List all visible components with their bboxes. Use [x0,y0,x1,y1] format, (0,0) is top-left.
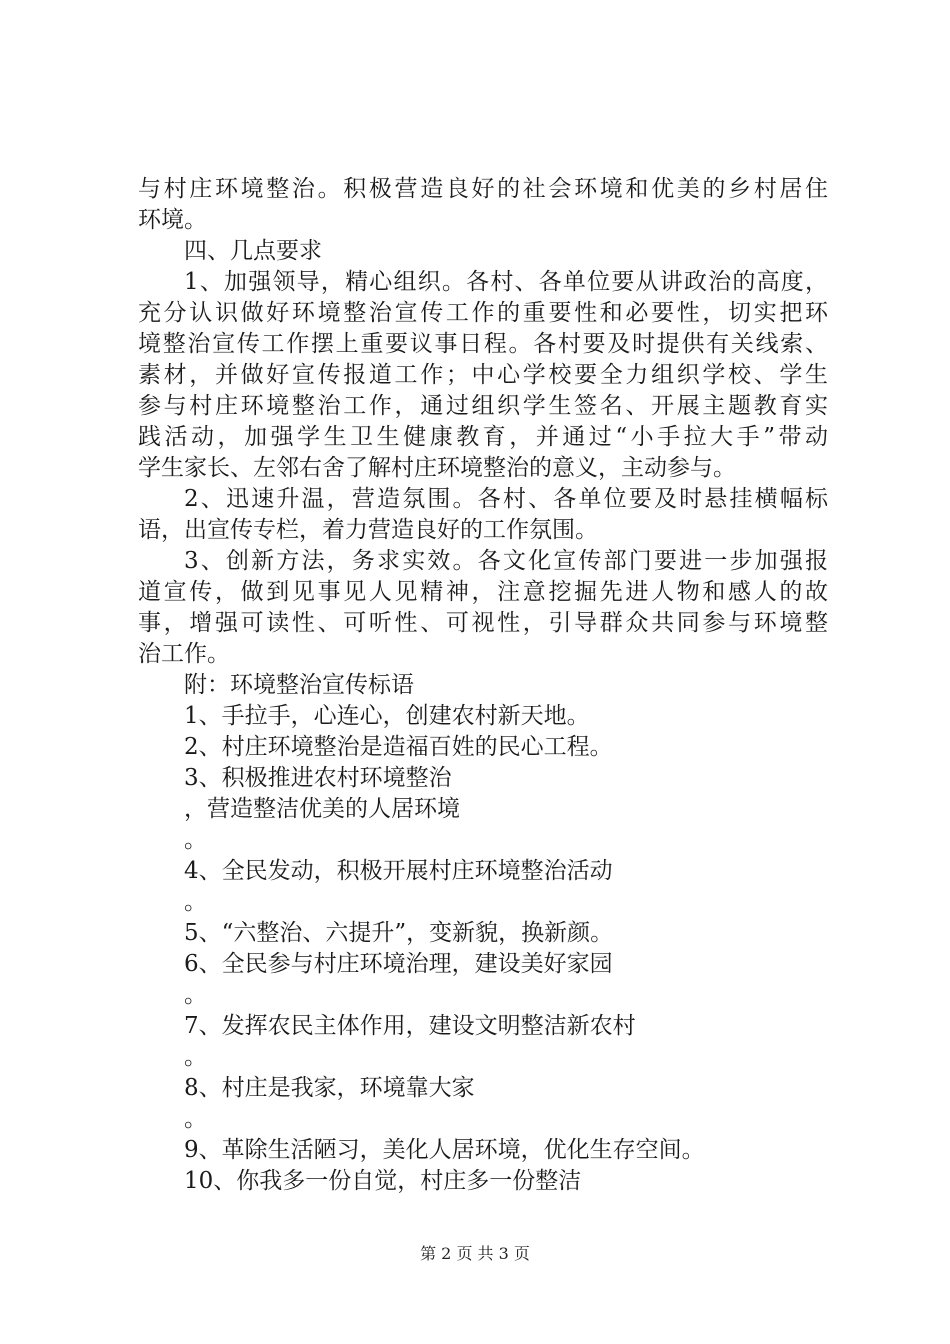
slogan-item: ，营造整洁优美的人居环境 [184,796,460,822]
section-heading: 四、几点要求 [184,238,322,264]
slogan-item: 3、积极推进农村环境整治 [184,765,452,791]
slogan-item: 7、发挥农民主体作用，建设文明整洁新农村 [184,1013,636,1039]
slogan-item: 。 [184,889,207,915]
slogan-item: 6、全民参与村庄环境治理，建设美好家园 [184,951,613,977]
slogan-item: 5、“六整治、六提升”，变新貌，换新颜。 [184,920,614,946]
slogan-item: 。 [184,1106,207,1132]
text-line: 践活动，加强学生卫生健康教育，并通过“小手拉大手”带动 [138,424,828,450]
text-line: 事，增强可读性、可听性、可视性，引导群众共同参与环境整 [138,610,828,636]
slogan-item: 2、村庄环境整治是造福百姓的民心工程。 [184,734,613,760]
slogan-item: 。 [184,1044,207,1070]
slogan-item: 。 [184,982,207,1008]
appendix-heading: 附：环境整治宣传标语 [184,672,414,698]
text-line: 学生家长、左邻右舍了解村庄环境整治的意义，主动参与。 [138,455,736,481]
document-body [138,174,828,1197]
text-line: 参与村庄环境整治工作，通过组织学生签名、开展主题教育实 [138,393,828,419]
text-line: 1、加强领导，精心组织。各村、各单位要从讲政治的高度， [184,269,828,295]
text-line: 充分认识做好环境整治宣传工作的重要性和必要性，切实把环 [138,300,828,326]
text-line: 2、迅速升温，营造氛围。各村、各单位要及时悬挂横幅标 [184,486,828,512]
slogan-item: 4、全民发动，积极开展村庄环境整治活动 [184,858,613,884]
text-line: 与村庄环境整治。积极营造良好的社会环境和优美的乡村居住 [138,176,828,202]
page-footer: 第 2 页 共 3 页 [420,1244,530,1263]
text-line: 3、创新方法，务求实效。各文化宣传部门要进一步加强报 [184,548,828,574]
text-line: 境整治宣传工作摆上重要议事日程。各村要及时提供有关线索、 [138,331,828,357]
slogan-item: 10、你我多一份自觉，村庄多一份整洁 [184,1168,582,1194]
text-line: 道宣传，做到见事见人见精神，注意挖掘先进人物和感人的故 [138,579,828,605]
slogan-item: 9、革除生活陋习，美化人居环境，优化生存空间。 [184,1137,705,1163]
text-line: 语，出宣传专栏，着力营造良好的工作氛围。 [138,517,598,543]
text-line: 素材，并做好宣传报道工作；中心学校要全力组织学校、学生 [138,362,828,388]
slogan-item: 。 [184,827,207,853]
slogan-item: 8、村庄是我家，环境靠大家 [184,1075,475,1101]
text-line: 环境。 [138,207,207,233]
text-line: 治工作。 [138,641,230,667]
slogan-item: 1、手拉手，心连心，创建农村新天地。 [184,703,590,729]
